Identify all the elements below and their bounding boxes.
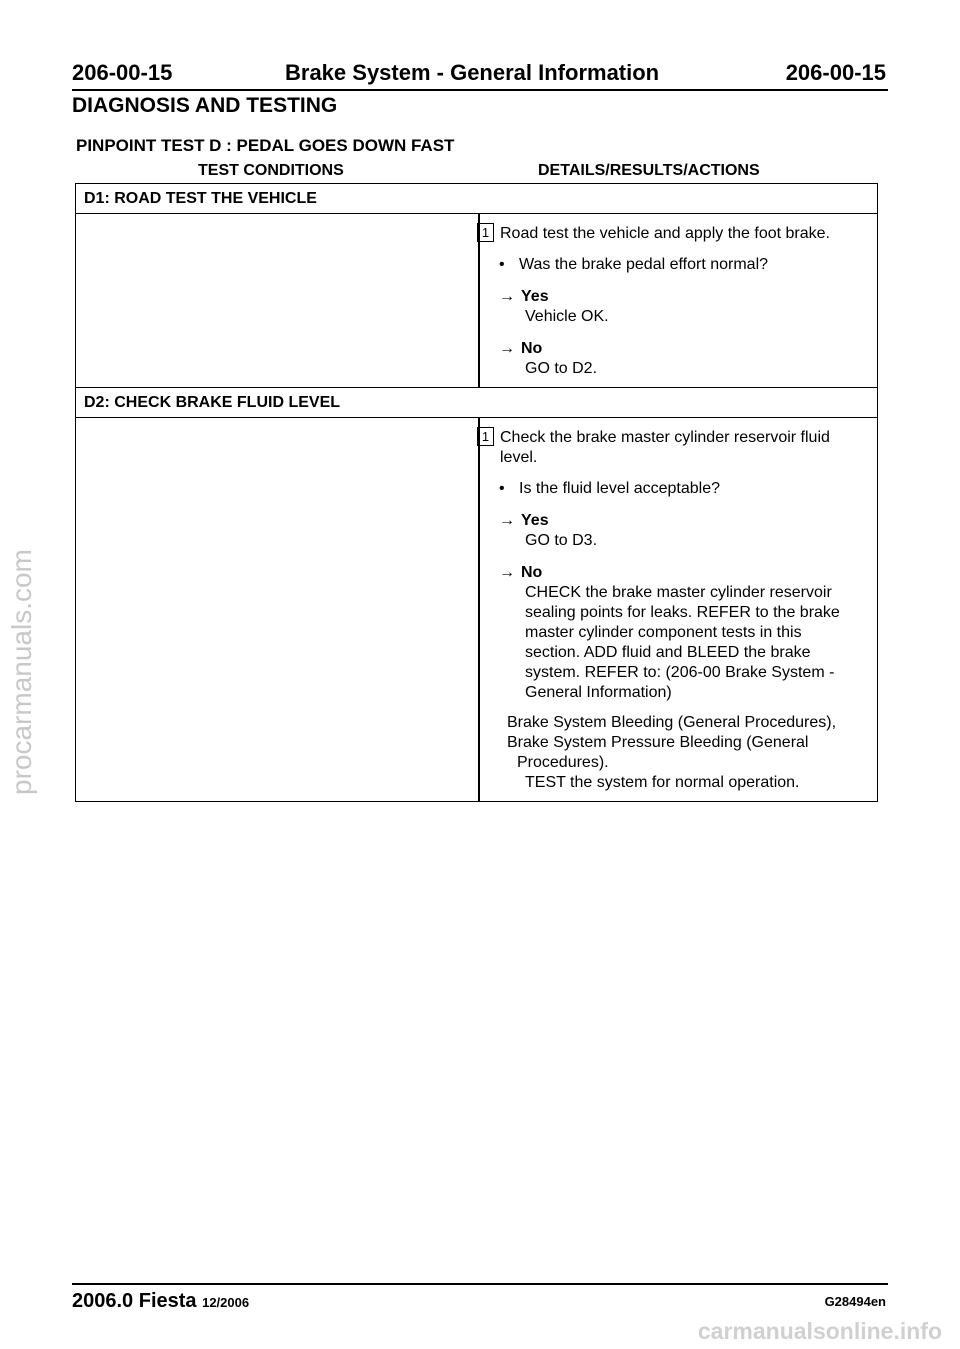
step-d2-no-label: No	[521, 564, 543, 581]
arrow-right-icon: →	[499, 288, 515, 305]
header-title: Brake System - General Information	[285, 60, 660, 85]
step-d1-action: Road test the vehicle and apply the foot brake.	[500, 225, 830, 242]
footer-code: G28494en	[824, 1294, 886, 1309]
footer-model-name: 2006.0 Fiesta	[72, 1290, 197, 1312]
step-d2-ref-line: Brake System Pressure Bleeding (General	[507, 734, 809, 751]
step-d1-no-text: GO to D2.	[525, 360, 598, 377]
header-rule	[72, 89, 888, 91]
step-d1-no-label: No	[521, 340, 543, 357]
action-number-box: 1	[477, 427, 494, 446]
arrow-right-icon: →	[499, 340, 515, 357]
step-d2-body	[76, 418, 877, 801]
step-d1-yes-label: Yes	[521, 288, 549, 305]
pinpoint-test-title: PINPOINT TEST D : PEDAL GOES DOWN FAST	[76, 136, 455, 155]
column-header-details: DETAILS/RESULTS/ACTIONS	[538, 162, 760, 179]
step-d1-yes-text: Vehicle OK.	[525, 308, 609, 325]
step-d2-ref-line: Brake System Bleeding (General Procedures),	[507, 714, 837, 731]
step-d2-no-line: section. ADD fluid and BLEED the brake	[525, 644, 811, 661]
step-d2-action-line2: level.	[500, 449, 538, 466]
step-d2-yes-label: Yes	[521, 512, 549, 529]
step-d2-details	[481, 427, 873, 793]
step-d2-ref-line: Procedures).	[517, 754, 609, 771]
section-title: DIAGNOSIS AND TESTING	[72, 94, 338, 117]
step-d2-final-line: TEST the system for normal operation.	[525, 774, 800, 791]
column-divider	[478, 418, 480, 801]
step-d2-action-line1: Check the brake master cylinder reservoir fluid	[500, 429, 830, 446]
step-d1	[75, 183, 878, 388]
column-header-test-conditions: TEST CONDITIONS	[198, 162, 344, 179]
bullet-icon: •	[499, 480, 505, 497]
arrow-right-icon: →	[499, 564, 515, 581]
footer-date: 12/2006	[202, 1295, 250, 1310]
step-d2-yes-text: GO to D3.	[525, 532, 598, 549]
bullet-icon: •	[499, 256, 505, 273]
step-d2-no-line: General Information)	[525, 684, 672, 701]
header-left-code: 206-00-15	[72, 60, 173, 85]
step-d2	[75, 387, 878, 802]
step-d1-title: D1: ROAD TEST THE VEHICLE	[76, 184, 877, 214]
step-d1-question: Was the brake pedal effort normal?	[519, 256, 769, 273]
arrow-right-icon: →	[499, 512, 515, 529]
action-number-box: 1	[477, 223, 494, 242]
step-d2-no-line: master cylinder component tests in this	[525, 624, 802, 641]
footer-rule	[72, 1283, 888, 1285]
bottom-watermark: carmanualsonline.info	[697, 1318, 942, 1344]
step-d2-no-line: system. REFER to: (206-00 Brake System -	[525, 664, 835, 681]
footer-model	[72, 1290, 249, 1313]
step-d2-question: Is the fluid level acceptable?	[519, 480, 721, 497]
step-d1-details	[481, 223, 873, 379]
step-d1-body	[76, 214, 877, 387]
side-watermark: procarmanuals.com	[6, 549, 37, 795]
step-d2-title: D2: CHECK BRAKE FLUID LEVEL	[76, 388, 877, 418]
step-d2-no-line: sealing points for leaks. REFER to the brake	[525, 604, 840, 621]
header-right-code: 206-00-15	[785, 60, 886, 85]
step-d2-no-line: CHECK the brake master cylinder reservoir	[525, 584, 832, 601]
